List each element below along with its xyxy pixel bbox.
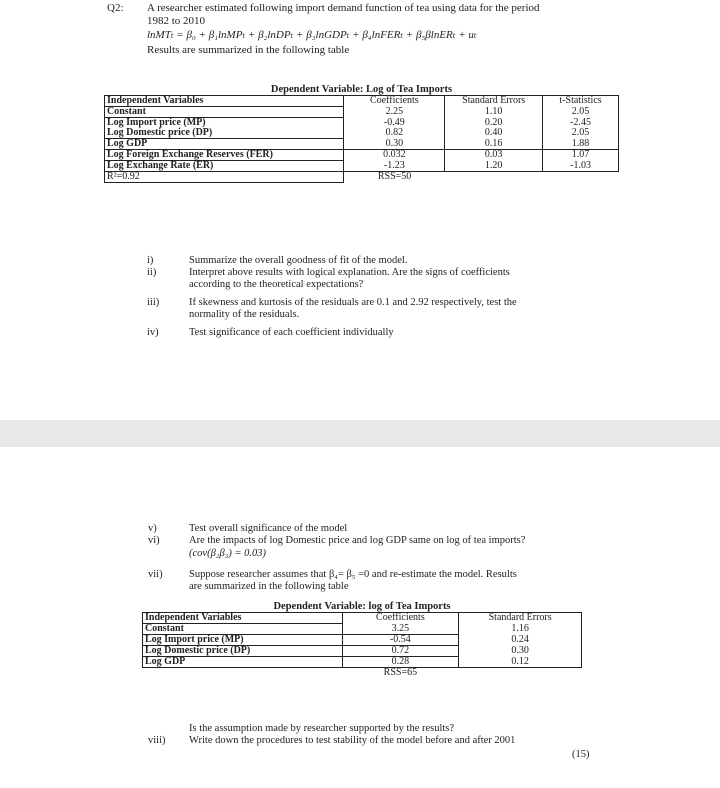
table1-cell: 1.10 bbox=[445, 107, 543, 118]
question-number: v) bbox=[148, 523, 157, 534]
table2-rss: RSS=65 bbox=[383, 667, 418, 678]
question-text: If skewness and kurtosis of the residuals are 0.1 and 2.92 respectively, test the bbox=[189, 297, 517, 308]
table2-row-name: Log Import price (MP) bbox=[143, 635, 343, 646]
table2-cell: -0.54 bbox=[342, 635, 459, 646]
table2-row-name: Constant bbox=[143, 624, 343, 635]
question-text: are summarized in the following table bbox=[189, 581, 349, 592]
question-text: Suppose researcher assumes that β₄= β₅ =0 and re-estimate the model. Results bbox=[189, 569, 517, 580]
table1-header-std-errors: Standard Errors bbox=[445, 96, 543, 107]
question-text: Write down the procedures to test stability of the model before and after 2001 bbox=[189, 735, 516, 746]
table1-title: Dependent Variable: Log of Tea Imports bbox=[270, 84, 453, 95]
table1-row-name: Constant bbox=[105, 107, 344, 118]
table2-cell: 0.12 bbox=[459, 657, 582, 668]
question-text: Summarize the overall goodness of fit of the model. bbox=[189, 255, 408, 266]
results-table-1 bbox=[104, 85, 619, 183]
table1-cell: 0.16 bbox=[445, 139, 543, 150]
table2-row-name: Log GDP bbox=[143, 657, 343, 668]
question-text: (cov(β₂β₃) = 0.03) bbox=[189, 548, 267, 559]
question-number: vi) bbox=[148, 535, 160, 546]
question-text: Are the impacts of log Domestic price and log GDP same on log of tea imports? bbox=[189, 535, 526, 546]
table1-r-squared: R²=0.92 bbox=[105, 172, 344, 183]
table1-cell: 1.88 bbox=[543, 139, 619, 150]
table2-cell: 1.16 bbox=[459, 624, 582, 635]
table2-header-coefficients: Coefficients bbox=[342, 613, 459, 624]
table1-row-name: Log Foreign Exchange Reserves (FER) bbox=[105, 150, 344, 161]
table1-cell: 0.032 bbox=[344, 150, 445, 161]
table1-cell: 1.20 bbox=[445, 161, 543, 172]
question-number: viii) bbox=[148, 735, 166, 746]
table2-row-name: Log Domestic price (DP) bbox=[143, 646, 343, 657]
question-number: iii) bbox=[147, 297, 160, 308]
table1-header-variables: Independent Variables bbox=[105, 96, 344, 107]
table1-cell: 2.05 bbox=[543, 128, 619, 139]
intro-line-3: Results are summarized in the following table bbox=[147, 44, 350, 56]
table1-rss: RSS=50 bbox=[377, 171, 412, 183]
table2-header-variables: Independent Variables bbox=[143, 613, 343, 624]
intro-line-2: 1982 to 2010 bbox=[147, 15, 206, 27]
table2-cell: 0.28 bbox=[342, 657, 459, 668]
question-text: Test overall significance of the model bbox=[189, 523, 348, 534]
question-label: Q2: bbox=[107, 2, 124, 14]
table1-cell: 0.03 bbox=[445, 150, 543, 161]
table2-cell: 3.25 bbox=[342, 624, 459, 635]
question-number: iv) bbox=[147, 327, 159, 338]
question-text: according to the theoretical expectations? bbox=[189, 279, 364, 290]
intro-line-1: A researcher estimated following import demand function of tea using data for the period bbox=[147, 2, 540, 14]
table1-header-coefficients: Coefficients bbox=[344, 96, 445, 107]
table2-cell: 0.72 bbox=[342, 646, 459, 657]
table2-cell: 0.30 bbox=[459, 646, 582, 657]
table1-cell: 0.20 bbox=[445, 118, 543, 129]
table1-row-name: Log GDP bbox=[105, 139, 344, 150]
table1-cell: 2.05 bbox=[543, 107, 619, 118]
table1-cell: 2.25 bbox=[344, 107, 445, 118]
question-text: normality of the residuals. bbox=[189, 309, 300, 320]
table1-cell: -0.49 bbox=[344, 118, 445, 129]
table1-row-name: Log Import price (MP) bbox=[105, 118, 344, 129]
table1-cell: -2.45 bbox=[543, 118, 619, 129]
assumption-question: Is the assumption made by researcher supported by the results? bbox=[189, 723, 455, 734]
table1-cell: 0.30 bbox=[344, 139, 445, 150]
table1-header-t-stats: t-Statistics bbox=[543, 96, 619, 107]
table2-cell: 0.24 bbox=[459, 635, 582, 646]
question-text: Interpret above results with logical explanation. Are the signs of coefficients bbox=[189, 267, 510, 278]
question-number: i) bbox=[147, 255, 154, 266]
table1-cell: 1.07 bbox=[543, 150, 619, 161]
question-number: vii) bbox=[148, 569, 163, 580]
question-text: Test significance of each coefficient individually bbox=[189, 327, 394, 338]
question-number: ii) bbox=[147, 267, 157, 278]
table1-cell: 0.40 bbox=[445, 128, 543, 139]
question-panel-bottom bbox=[0, 447, 720, 788]
model-equation: lnMTₜ = β₀ + β₁lnMPₜ + β₂lnDPₜ + β₃lnGDPₜ + β₄lnFERₜ + β₅βlnERₜ + uₜ bbox=[147, 29, 477, 41]
table1-cell: -1.03 bbox=[543, 161, 619, 172]
results-table-2 bbox=[142, 602, 582, 678]
table1-row-name: Log Exchange Rate (ER) bbox=[105, 161, 344, 172]
table1-row-name: Log Domestic price (DP) bbox=[105, 128, 344, 139]
table1-cell: 0.82 bbox=[344, 128, 445, 139]
table2-header-std-errors: Standard Errors bbox=[459, 613, 582, 624]
table1-cell: -1.23 bbox=[344, 161, 445, 172]
marks-label: (15) bbox=[572, 749, 590, 760]
table2-title: Dependent Variable: log of Tea Imports bbox=[273, 601, 451, 612]
